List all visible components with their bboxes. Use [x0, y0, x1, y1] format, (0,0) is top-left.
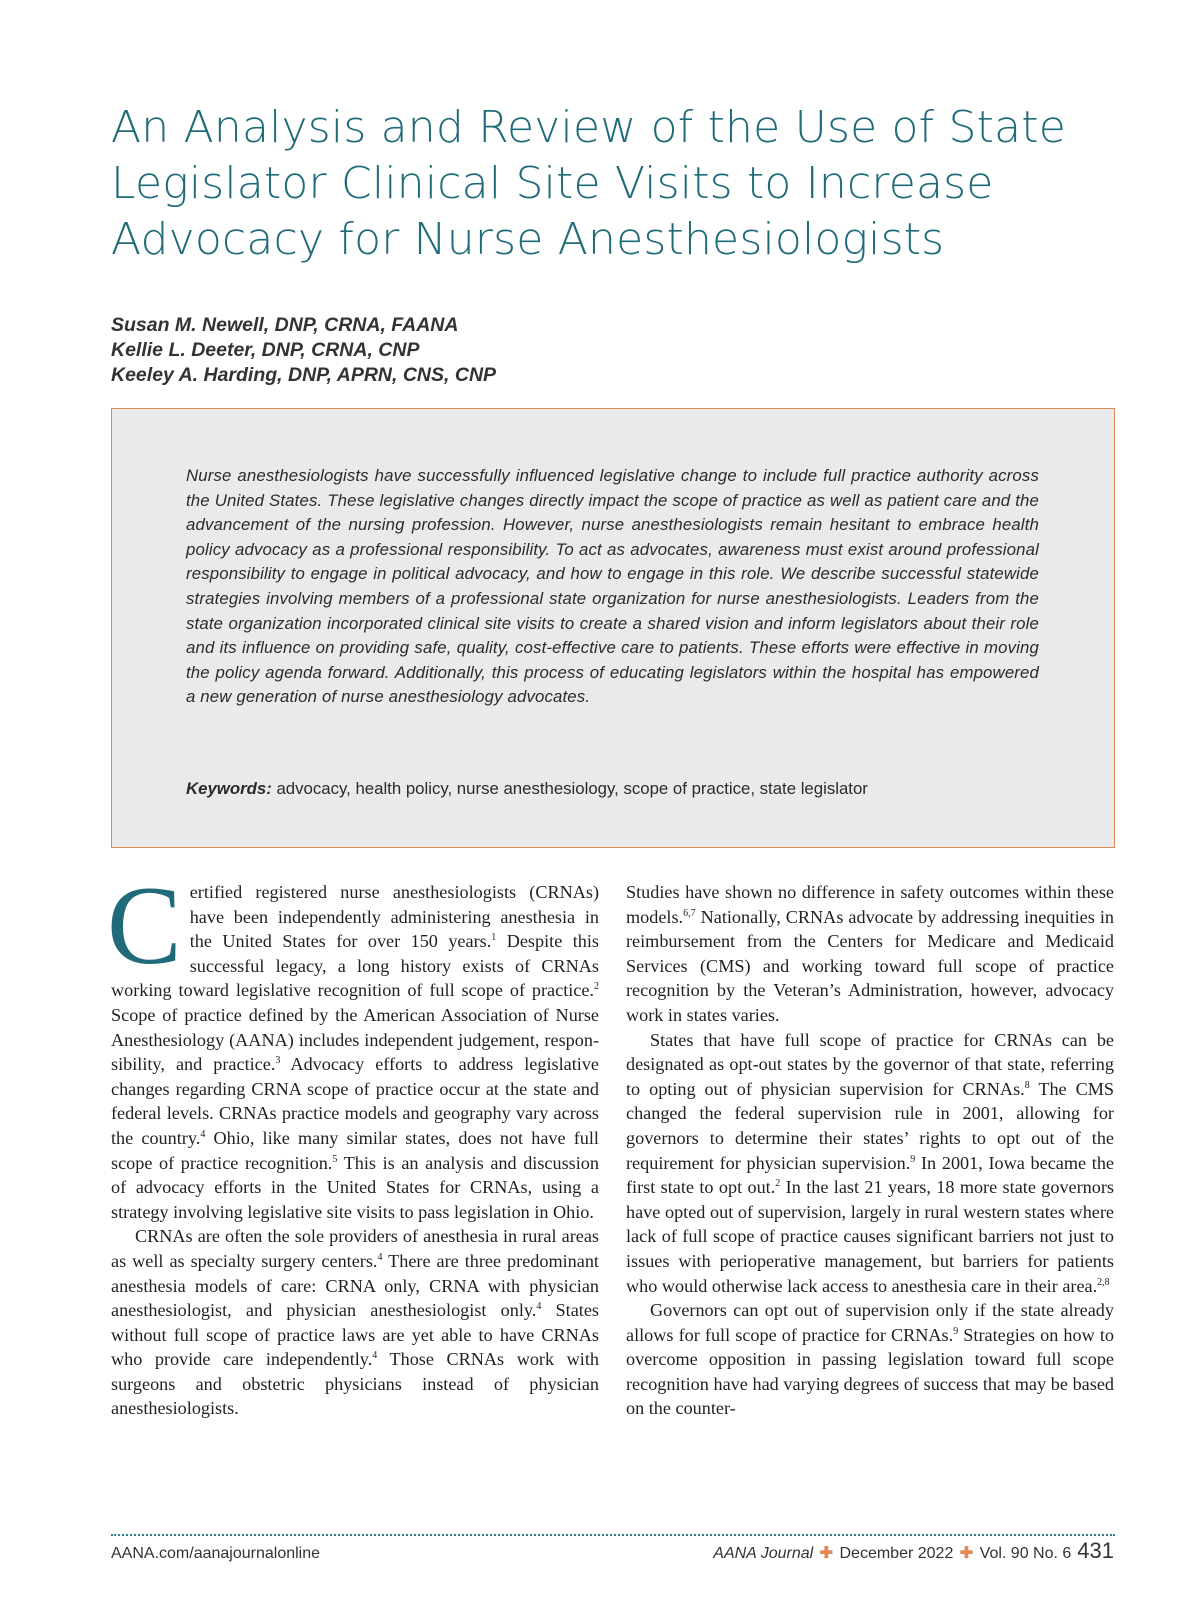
article-title [111, 100, 1111, 268]
footer-volume: Vol. 90 No. 6 [979, 1545, 1072, 1562]
citation-ref: 2 [775, 1178, 781, 1190]
citation-ref: 5 [332, 1153, 338, 1165]
citation-ref: 9 [910, 1153, 916, 1165]
footer-journal: AANA Journal [713, 1545, 814, 1562]
body-text: Despite this successful legacy, a long history exists of CRNAs working toward legislative recognition of full scope of practice. [111, 931, 599, 1001]
citation-ref: 8 [1024, 1079, 1030, 1091]
body-text: Scope of practice defined by the American Association of Nurse Anesthesiology (AANA) includes independent judgement, responsibility, and practice. [111, 1004, 599, 1075]
citation-ref: 2 [594, 981, 599, 993]
body-text: States without full scope of practice laws are yet able to have CRNAs who provide care independently. [111, 1300, 599, 1370]
author-list [111, 313, 496, 388]
body-text: Nationally, CRNAs advocate by addressing inequities in reimbursement from the Centers for Medicare and Medicaid Services (CMS) and working toward full scope of practice recognition by the Veteran’s Administration, however, advocacy work in states varies. [626, 906, 1114, 1025]
body-text: ertified registered nurse anesthesiologists (CRNAs) have been independently administering anesthesia in the United States for over 150 years. [189, 882, 599, 952]
plus-icon: ✚ [819, 1545, 834, 1562]
body-text: There are three predominant anesthesia models of care: CRNA only, CRNA with physician anesthesiologist, and physician anesthesiologist only. [111, 1250, 599, 1321]
drop-cap: C [107, 864, 182, 988]
abstract-box [111, 408, 1115, 848]
title-line: An Analysis and Review of the Use of State [111, 102, 1067, 153]
body-text: Strategies on how to overcome opposition in passing legislation toward full scope recognition have had varying degrees of success that may be based on the counter- [626, 1324, 1114, 1419]
footer-citation [713, 1538, 1114, 1564]
citation-ref: 9 [953, 1325, 959, 1337]
author: Susan M. Newell, DNP, CRNA, FAANA [111, 314, 459, 336]
title-line: Legislator Clinical Site Visits to Increase [111, 158, 994, 209]
title-line: Advocacy for Nurse Anesthesiologists [111, 214, 945, 265]
footer-website: AANA.com/aanajournalonline [111, 1545, 321, 1562]
citation-ref: 4 [377, 1251, 383, 1263]
citation-ref: 4 [536, 1301, 542, 1313]
keywords-text: advocacy, health policy, nurse anesthesiology, scope of practice, state legislator [276, 779, 868, 798]
body-text: In the last 21 years, 18 more state governors have opted out of supervision, largely in rural western states where lack of full scope of practice causes significant barriers not just to issues with perioperative management, but barriers for patients who would otherwise lack access to anesthesia care in their area. [626, 1177, 1114, 1296]
body-text: Governors can opt out of supervision only if the state already allows for full scope of practice for CRNAs. [626, 1300, 1114, 1345]
body-text: Ohio, like many similar states, does not have full scope of practice recognition. [111, 1127, 599, 1173]
body-paragraph [626, 880, 1114, 1028]
body-text: Those CRNAs work with surgeons and obstetric physicians instead of physician anesthesiologists. [111, 1349, 599, 1419]
body-text: In 2001, Iowa became the first state to opt out. [626, 1152, 1114, 1198]
body-text: Advocacy efforts to address legislative changes regarding CRNA scope of practice occur at the state and federal levels. CRNAs practice models and geography vary across the country. [111, 1054, 599, 1148]
citation-ref: 6,7 [683, 907, 696, 919]
body-text: Studies have shown no difference in safety outcomes within these models. [626, 882, 1114, 927]
body-text: The CMS changed the federal supervision rule in 2001, allowing for governors to determine their states’ rights to opt out of the requirement for physician supervision. [626, 1078, 1114, 1173]
author: Kellie L. Deeter, DNP, CRNA, CNP [111, 339, 420, 361]
keywords [186, 779, 868, 799]
body-paragraph [626, 1298, 1114, 1421]
body-paragraph [626, 1028, 1114, 1299]
citation-ref: 4 [200, 1128, 206, 1140]
author: Keeley A. Harding, DNP, APRN, CNS, CNP [111, 364, 497, 386]
body-paragraph [111, 1224, 599, 1421]
body-paragraph [111, 880, 599, 1224]
citation-ref: 3 [275, 1055, 281, 1067]
body-text: CRNAs are often the sole providers of anesthesia in rural areas as well as specialty surgery centers. [111, 1226, 599, 1271]
citation-ref: 4 [372, 1350, 378, 1362]
citation-ref: 1 [491, 932, 497, 944]
body-column-right [626, 880, 1114, 1421]
body-column-left [107, 864, 599, 1421]
body-text: This is an analysis and discussion of advocacy efforts in the United States for CRNAs, using a strategy involving legislative site visits to pass legislation in Ohio. [111, 1152, 599, 1222]
citation-ref: 2,8 [1097, 1276, 1110, 1288]
page-number: 431 [1077, 1538, 1114, 1563]
keywords-label: Keywords: [186, 779, 272, 798]
abstract-text: Nurse anesthesiologists have successfully influenced legislative change to include full practice authority across the United States. These legislative changes directly impact the scope of practice as well as patient care and the advancement of the nursing profession. However, nurse anesthesiologists remain hesitant to embrace health policy advocacy as a professional responsibility. To act as advocates, awareness must exist around professional responsibility to engage in political advocacy, and how to engage in this role. We describe successful statewide strategies involving members of a professional state organization for nurse anesthesiologists. Leaders from the state organization incorporated clinical site visits to create a shared vision and inform legislators about their role and its influence on providing safe, quality, cost-effective care to patients. These efforts were effective in moving the policy agenda forward. Additionally, this process of educating legislators within the hospital has empowered a new generation of nurse anesthesiology advocates. [186, 466, 1039, 707]
plus-icon: ✚ [959, 1545, 974, 1562]
body-text: States that have full scope of practice for CRNAs can be designated as opt-out states by the governor of that state, referring to opting out of physician supervision for CRNAs. [626, 1029, 1114, 1099]
footer-date: December 2022 [839, 1545, 954, 1562]
footer-divider [111, 1534, 1115, 1536]
